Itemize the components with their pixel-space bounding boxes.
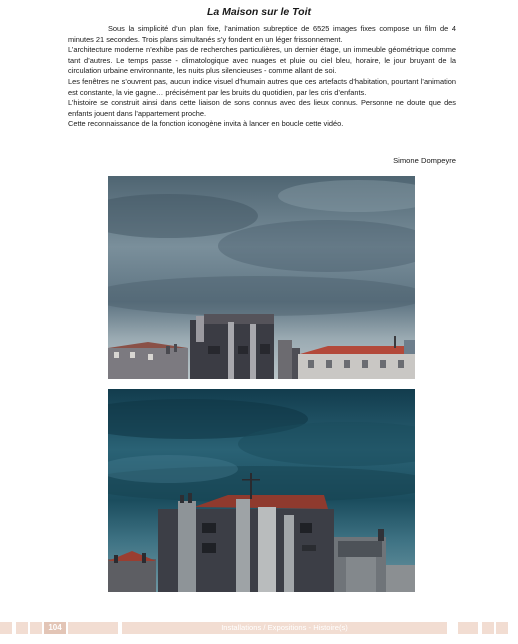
rooftop-photo-overcast-image	[108, 176, 415, 379]
rooftop-photo-stormy-image	[108, 389, 415, 592]
footer-section-label: Installations / Expositions - Histoire(s)	[122, 622, 447, 634]
footer-block-left-3	[30, 622, 42, 634]
footer-block-right-3	[496, 622, 508, 634]
article-title: La Maison sur le Toit	[206, 6, 312, 18]
paragraph-3: Les fenêtres ne s’ouvrent pas, aucun indice visuel d’humain autres que ces artefacts d’habitation, pourtant l’animation est constante, la vie gagne… précisément par les bruits du quotidien, par les cris d’enfants.	[68, 76, 456, 97]
footer-block-right-1	[458, 622, 478, 634]
article-body	[68, 24, 456, 130]
page-number: 104	[44, 622, 66, 634]
footer-block-left-1	[0, 622, 12, 634]
footer-block-right-2	[482, 622, 494, 634]
paragraph-2: L’architecture moderne n’exhibe pas de recherches particulières, un dernier étage, un immeuble géométrique comme tant d’autres. Le temps passe - climatologique avec nuages et pluie ou ciel bleu, horaire, le jour bruyant de la circulation urbaine environnante, les nuits plus silencieuses - comme allant de soi.	[68, 45, 456, 76]
paragraph-5: Cette reconnaissance de la fonction iconogène invita à lancer en boucle cette vidéo.	[68, 119, 344, 129]
rooftop-photo-overcast	[108, 176, 415, 379]
rooftop-photo-stormy	[108, 389, 415, 592]
footer-block-left-2	[16, 622, 28, 634]
paragraph-4: L’histoire se construit ainsi dans cette liaison de sons connus avec des lieux connus. Personne ne doute que des enfants jouent dans l’appartement proche.	[68, 98, 456, 118]
footer-spacer-left	[68, 622, 118, 634]
paragraph-1: Sous la simplicité d’un plan fixe, l’animation subreptice de 6525 images fixes compose un film de 4 minutes 21 secondes. Trois plans simultanés s’y fondent en un léger frissonnement.	[68, 24, 456, 44]
author-signature: Simone Dompeyre	[393, 156, 456, 165]
